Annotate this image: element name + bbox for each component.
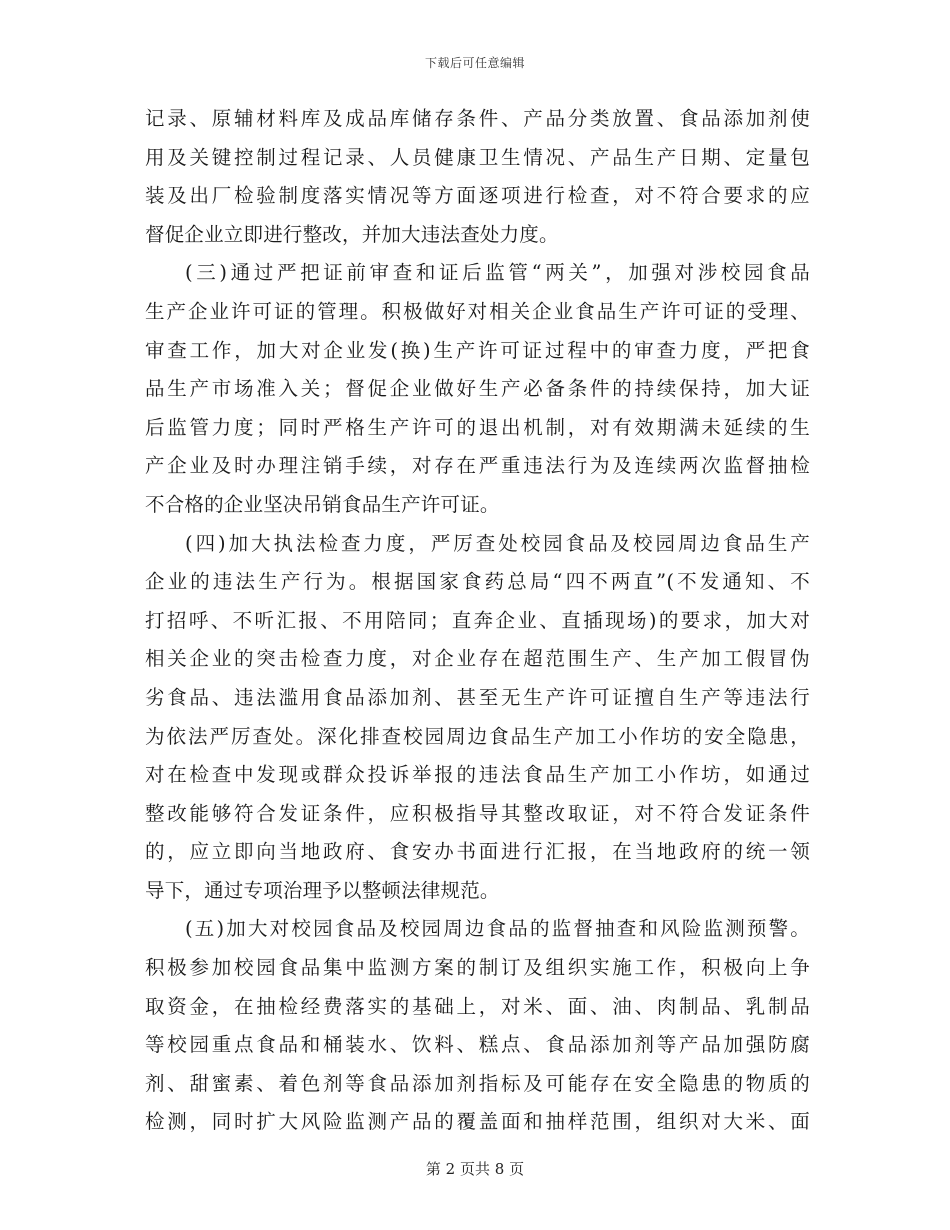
page-header-note: 下载后可任意编辑 — [424, 56, 525, 70]
paragraph-heading-4: (四)加大执法检查力度，严厉查处校园食品及校园周边食品生产 — [185, 531, 811, 555]
text-line: 取资金，在抽检经费落实的基础上，对米、面、油、肉制品、乳制品 — [145, 994, 810, 1018]
text-line: 打招呼、不听汇报、不用陪同；直奔企业、直插现场)的要求，加大对 — [145, 608, 810, 632]
text-line: 为依法严厉查处。深化排查校园周边食品生产加工小作坊的安全隐患， — [145, 724, 810, 748]
text-line: 等校园重点食品和桶装水、饮料、糕点、食品添加剂等产品加强防腐 — [145, 1033, 810, 1057]
text-line: 产企业及时办理注销手续，对存在严重违法行为及连续两次监督抽检 — [145, 454, 810, 478]
text-line: 的，应立即向当地政府、食安办书面进行汇报，在当地政府的统一领 — [145, 840, 810, 864]
text-line: 企业的违法生产行为。根据国家食药总局“四不两直”(不发通知、不 — [145, 570, 810, 594]
text-line: 相关企业的突击检查力度，对企业存在超范围生产、生产加工假冒伪 — [145, 647, 810, 671]
document-body — [145, 100, 810, 1142]
paragraph-heading-5: (五)加大对校园食品及校园周边食品的监督抽查和风险监测预警。 — [185, 917, 810, 941]
text-line: 导下，通过专项治理予以整顿法律规范。 — [145, 878, 500, 902]
text-line: 品生产市场准入关；督促企业做好生产必备条件的持续保持，加大证 — [145, 377, 810, 401]
paragraph-heading-3: (三)通过严把证前审查和证后监管“两关”，加强对涉校园食品 — [185, 261, 810, 285]
text-line: 后监管力度；同时严格生产许可的退出机制，对有效期满未延续的生 — [145, 415, 810, 439]
text-line: 装及出厂检验制度落实情况等方面逐项进行检查，对不符合要求的应 — [145, 184, 810, 208]
text-line: 整改能够符合发证条件，应积极指导其整改取证，对不符合发证条件 — [145, 801, 810, 825]
text-line: 用及关键控制过程记录、人员健康卫生情况、产品生产日期、定量包 — [145, 145, 810, 169]
text-line: 剂、甜蜜素、着色剂等食品添加剂指标及可能存在安全隐患的物质的 — [145, 1071, 810, 1095]
text-line: 生产企业许可证的管理。积极做好对相关企业食品生产许可证的受理、 — [145, 299, 810, 323]
text-line: 劣食品、违法滥用食品添加剂、甚至无生产许可证擅自生产等违法行 — [145, 685, 810, 709]
text-line: 审查工作，加大对企业发(换)生产许可证过程中的审查力度，严把食 — [145, 338, 810, 362]
page-number: 第 2 页共 8 页 — [425, 1160, 525, 1178]
text-line: 检测，同时扩大风险监测产品的覆盖面和抽样范围，组织对大米、面 — [145, 1110, 810, 1134]
text-line: 督促企业立即进行整改，并加大违法查处力度。 — [145, 222, 559, 246]
text-line: 积极参加校园食品集中监测方案的制订及组织实施工作，积极向上争 — [145, 956, 810, 980]
text-line: 不合格的企业坚决吊销食品生产许可证。 — [145, 492, 500, 516]
text-line: 记录、原辅材料库及成品库储存条件、产品分类放置、食品添加剂使 — [145, 107, 810, 130]
text-line: 对在检查中发现或群众投诉举报的违法食品生产加工小作坊，如通过 — [145, 763, 810, 787]
